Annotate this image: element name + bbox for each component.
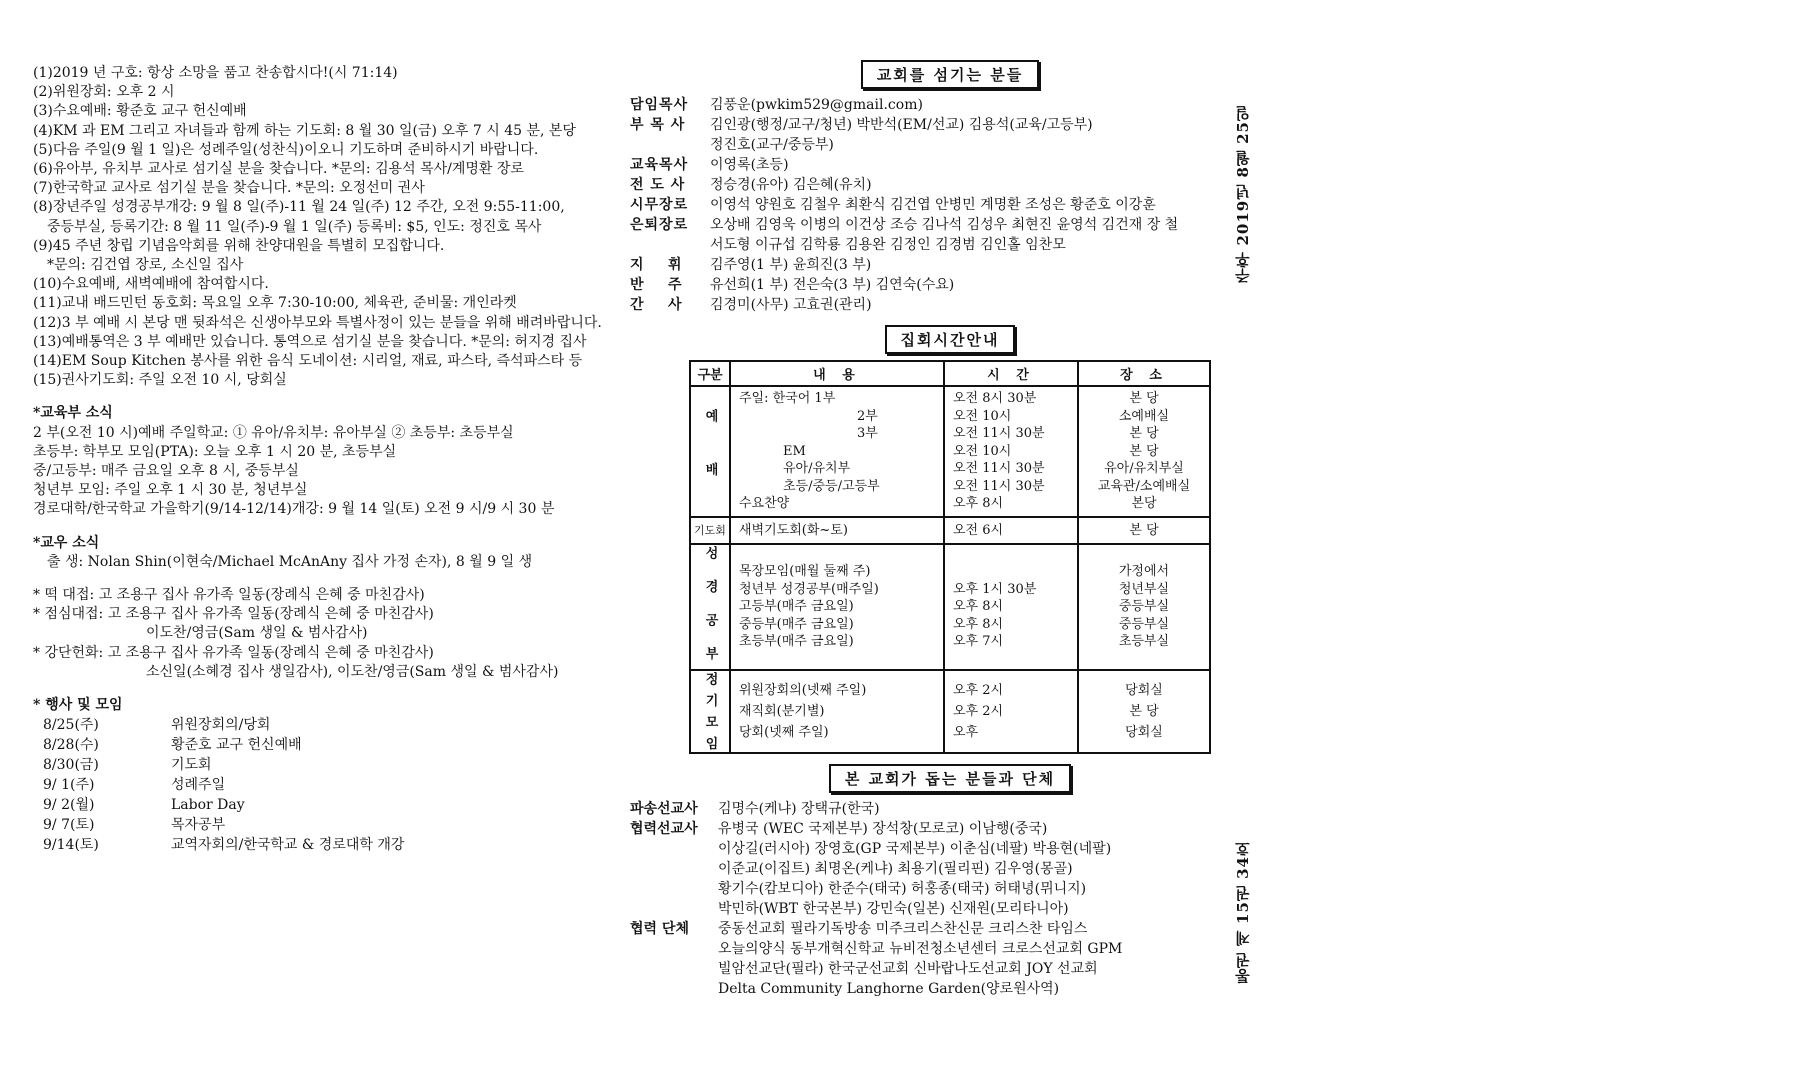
place-cell: [1078, 544, 1210, 670]
schedule-row-regular: [690, 670, 1210, 754]
col-header: 내 용: [730, 361, 944, 386]
mission-names: 박민하(WBT 한국본부) 강민숙(일본) 신재원(모리타니아): [718, 901, 1069, 918]
category-label: 정 기 모 임: [690, 670, 730, 754]
notice-item: (5)다음 주일(9 월 1 일)은 성례주일(성찬식)이오니 기도하며 준비하시기 바랍니다.: [33, 141, 539, 158]
time-line: 오후 7시: [953, 634, 1004, 650]
event-date: 9/ 2(월): [43, 797, 95, 814]
staff-row: [630, 255, 1270, 275]
time-cell: [944, 386, 1078, 517]
notice-item: (11)교내 배드민턴 동호회: 목요일 오후 7:30-10:00, 체육관, 준비물: 개인라켓: [33, 295, 517, 312]
time-line: 오후 8시: [953, 599, 1004, 615]
event-row: [33, 795, 633, 815]
staff-row: [630, 295, 1270, 315]
time-line: [953, 563, 1069, 581]
notice-item: (6)유아부, 유치부 교사로 섬기실 분을 찾습니다. *문의: 김용석 목사/계명환 장로: [33, 161, 524, 178]
staff-role: 전 도 사: [630, 177, 686, 193]
time-line: 오후 8시: [953, 616, 1004, 632]
place-line: 본 당: [1129, 391, 1159, 406]
event-date: 9/ 1(주): [43, 777, 95, 794]
content-line: 목장모임(매월 둘째 주): [739, 564, 871, 580]
event-desc: 위원장회의/당회: [171, 717, 271, 734]
place-line: 본 당: [1129, 443, 1159, 459]
mission-names: 김명수(케냐) 장택규(한국): [718, 801, 880, 818]
mission-row: [630, 919, 1270, 939]
place-line: 유아/유치부실: [1104, 461, 1184, 476]
staff-role: 부 목 사: [630, 117, 686, 133]
mission-names: 중동선교회 필라기독방송 미주크리스찬신문 크리스찬 타임스: [718, 921, 1088, 938]
staff-list: [630, 95, 1270, 315]
bulletin-volume: 통권 제 15권 34호: [1234, 840, 1252, 985]
place-line: 본 당: [1078, 517, 1210, 545]
offering-item: * 점심대접: 고 조용구 집사 유가족 일동(장례식 은혜 중 마친감사): [33, 606, 434, 623]
bulletin-date: 주후 2019년 8월 25일: [1234, 105, 1252, 284]
event-date: 8/30(금): [43, 757, 99, 774]
time-line: 오전 6시: [944, 517, 1078, 545]
time-line: 오전 11시 30분: [953, 426, 1045, 441]
event-date: 8/25(주): [43, 717, 99, 734]
time-line: 오전 8시 30분: [953, 391, 1037, 406]
place-line: 본당: [1131, 496, 1157, 511]
mission-role: 협력 단체: [630, 921, 689, 938]
content-line: 재직회(분기별): [739, 703, 825, 719]
staff-row: [630, 95, 1270, 115]
mission-names: 이상길(러시아) 장영호(GP 국제본부) 이춘심(네팔) 박용현(네팔): [718, 841, 1112, 858]
place-line: 본 당: [1129, 426, 1159, 441]
event-date: 9/ 7(토): [43, 817, 95, 834]
offerings-section: [33, 586, 633, 682]
event-desc: 황준호 교구 헌신예배: [171, 737, 302, 754]
notice-item: (12)3 부 예배 시 본당 맨 뒷좌석은 신생아부모와 특별사정이 있는 분들을 위해 배려바랍니다.: [33, 314, 602, 331]
offering-item: 소신일(소혜경 집사 생일감사), 이도찬/영금(Sam 생일 & 범사감사): [146, 663, 559, 680]
place-line: 중등부실: [1118, 616, 1170, 632]
staff-names: 유선희(1 부) 전은숙(3 부) 김연숙(수요): [710, 277, 955, 293]
content-line: 수요찬양: [739, 496, 790, 511]
col-header: 장 소: [1078, 361, 1210, 386]
event-row: [33, 775, 633, 795]
content-line: 중등부(매주 금요일): [739, 616, 854, 632]
notice-item: (8)장년주일 성경공부개강: 9 월 8 일(주)-11 월 24 일(주) 12 주간, 오전 9:55-11:00,: [33, 199, 565, 216]
staff-row: [630, 215, 1270, 235]
staff-role: 반 주: [630, 277, 683, 293]
place-line: 교육관/소예배실: [1097, 478, 1191, 494]
birth-notice: 출 생: Nolan Shin(이현숙/Michael McAnAny 집사 가정 손자), 8 월 9 일 생: [47, 553, 533, 570]
staff-names: 정승경(유아) 김은혜(유치): [710, 177, 872, 193]
staff-names: 이영록(초등): [710, 157, 789, 173]
time-line: 오전 11시 30분: [953, 478, 1045, 494]
place-line: 초등부실: [1118, 634, 1170, 650]
place-line: 청년부실: [1118, 581, 1170, 597]
content-line: 3부: [857, 426, 878, 441]
mission-names: 유병국 (WEC 국제본부) 장석창(모로코) 이남행(중국): [718, 821, 1048, 838]
mission-names: 이준교(이집트) 최명온(케냐) 최용기(필리핀) 김우영(몽골): [718, 861, 1073, 878]
staff-names: 김인광(행정/교구/청년) 박반석(EM/선교) 김용석(교육/고등부): [710, 117, 1093, 133]
mission-row: [630, 819, 1270, 839]
staff-role: 은퇴장로: [630, 217, 689, 233]
event-desc: 목자공부: [171, 817, 226, 834]
place-line: 가정에서: [1118, 564, 1170, 580]
content-line: 초등/중등/고등부: [783, 478, 880, 494]
staff-row: [630, 155, 1270, 175]
event-row: [33, 835, 633, 855]
staff-names: 김풍운(pwkim529@gmail.com): [710, 97, 923, 113]
staff-role: 담임목사: [630, 97, 689, 113]
event-date: 9/14(토): [43, 837, 99, 854]
notice-item: (9)45 주년 창립 기념음악회를 위해 찬양대원을 특별히 모집합니다.: [33, 237, 445, 254]
events-section: [33, 696, 633, 855]
col-header: 구분: [690, 361, 730, 386]
staff-role: 지 휘: [630, 257, 683, 273]
content-line: 위원장회의(넷째 주일): [739, 682, 867, 698]
schedule-row-dawn: [690, 517, 1210, 545]
place-line: 당회실: [1125, 682, 1163, 698]
event-row: [33, 715, 633, 735]
missions-title: 본 교회가 돕는 분들과 단체: [829, 764, 1071, 793]
content-line: 2부: [857, 408, 878, 424]
content-line: 당회(넷째 주일): [739, 724, 829, 740]
category-label: 성 경 공 부: [690, 544, 730, 670]
mission-names: 황기수(캄보디아) 한준수(태국) 허홍종(태국) 허태녕(뮈니지): [718, 881, 1087, 898]
mission-role: 협력선교사: [630, 821, 698, 838]
staff-names: 오상배 김영욱 이병의 이건상 조승 김나석 김성우 최현진 윤영석 김건재 장 철: [710, 217, 1179, 233]
place-cell: [1078, 670, 1210, 754]
left-column: [33, 64, 633, 855]
notice-item: (2)위원장회: 오후 2 시: [33, 84, 175, 101]
events-heading: * 행사 및 모임: [33, 697, 123, 714]
category-label: 기도회: [690, 517, 730, 545]
staff-names: 김경미(사무) 고효권(관리): [710, 297, 872, 313]
staff-role: 교육목사: [630, 157, 689, 173]
event-row: [33, 815, 633, 835]
notices-list: [33, 64, 633, 390]
time-cell: [944, 670, 1078, 754]
content-line: 유아/유치부: [783, 461, 851, 476]
content-cell: [730, 544, 944, 670]
schedule-header-row: [690, 361, 1210, 386]
place-line: 중등부실: [1118, 599, 1170, 615]
education-line: 중/고등부: 매주 금요일 오후 8 시, 중등부실: [33, 463, 299, 480]
staff-row: [630, 195, 1270, 215]
education-heading: *교육부 소식: [33, 405, 113, 422]
content-cell: [730, 670, 944, 754]
time-line: 오전 10시: [953, 408, 1012, 424]
staff-row: [630, 175, 1270, 195]
schedule-title: 집회시간안내: [885, 325, 1016, 354]
event-desc: Labor Day: [171, 797, 245, 814]
education-section: [33, 404, 633, 519]
content-line: 주일: 한국어 1부: [739, 391, 836, 406]
col-header: 시 간: [944, 361, 1078, 386]
staff-role: 시무장로: [630, 197, 689, 213]
schedule-table: [689, 360, 1211, 754]
notice-item: *문의: 김건엽 장로, 소신일 집사: [47, 257, 244, 274]
place-line: 당회실: [1125, 724, 1163, 740]
content-line: 고등부(매주 금요일): [739, 599, 854, 615]
staff-names: 정진호(교구/중등부): [710, 137, 834, 153]
notice-item: (14)EM Soup Kitchen 봉사를 위한 음식 도네이션: 시리얼, 재료, 파스타, 즉석파스타 등: [33, 353, 583, 370]
place-cell: [1078, 386, 1210, 517]
place-line: 본 당: [1129, 703, 1159, 719]
content-line: 청년부 성경공부(매주일): [739, 581, 879, 597]
time-line: 오후 8시: [953, 496, 1004, 511]
notice-item: (4)KM 과 EM 그리고 자녀들과 함께 하는 기도회: 8 월 30 일(금) 오후 7 시 45 분, 본당: [33, 122, 576, 139]
content-line: 초등부(매주 금요일): [739, 634, 854, 650]
education-line: 경로대학/한국학교 가을학기(9/14-12/14)개강: 9 월 14 일(토) 오전 9 시/9 시 30 분: [33, 501, 555, 518]
notice-item: 중등부실, 등록기간: 8 월 11 일(주)-9 월 1 일(주) 등록비: $5, 인도: 정진호 목사: [47, 218, 542, 235]
members-section: [33, 534, 633, 572]
education-line: 초등부: 학부모 모임(PTA): 오늘 오후 1 시 20 분, 초등부실: [33, 443, 397, 460]
notice-item: (15)권사기도회: 주일 오전 10 시, 당회실: [33, 372, 287, 389]
staff-role: 간 사: [630, 297, 683, 313]
time-line: 오후: [953, 724, 979, 740]
staff-names: 이영석 양원호 김철우 최환식 김건엽 안병민 계명환 조성은 황준호 이강훈: [710, 197, 1156, 213]
event-row: [33, 755, 633, 775]
time-line: 오후 2시: [953, 703, 1004, 719]
right-column: [630, 60, 1270, 999]
staff-title: 교회를 섬기는 분들: [861, 60, 1039, 89]
schedule-row-worship: [690, 386, 1210, 517]
notice-item: (1)2019 년 구호: 항상 소망을 품고 찬송합시다!(시 71:14): [33, 65, 398, 81]
notice-item: (10)수요예배, 새벽예배에 참여합시다.: [33, 276, 269, 293]
notice-item: (7)한국학교 교사로 섬기실 분을 찾습니다. *문의: 오정선미 권사: [33, 180, 425, 197]
content-cell: [730, 386, 944, 517]
mission-names: 오늘의양식 동부개혁신학교 뉴비전청소년센터 크로스선교회 GPM: [718, 941, 1123, 958]
mission-row: [630, 799, 1270, 819]
staff-names: 김주영(1 부) 윤희진(3 부): [710, 257, 872, 273]
time-cell: [944, 544, 1078, 670]
time-line: 오후 2시: [953, 682, 1004, 698]
offering-item: * 떡 대접: 고 조용구 집사 유가족 일동(장례식 은혜 중 마친감사): [33, 587, 425, 604]
mission-role: 파송선교사: [630, 801, 698, 818]
event-desc: 교역자회의/한국학교 & 경로대학 개강: [171, 837, 405, 854]
offering-item: * 강단헌화: 고 조용구 집사 유가족 일동(장례식 은혜 중 마친감사): [33, 644, 434, 661]
education-line: 2 부(오전 10 시)예배 주일학교: ① 유아/유치부: 유아부실 ② 초등부: 초등부실: [33, 424, 514, 441]
notice-item: (3)수요예배: 황준호 교구 헌신예배: [33, 103, 247, 120]
staff-names: 서도형 이규섭 김학룡 김용완 김정인 김경범 김인홀 임찬모: [710, 237, 1066, 253]
time-line: 오전 10시: [953, 443, 1012, 459]
place-line: 소예배실: [1118, 408, 1170, 424]
members-heading: *교우 소식: [33, 534, 100, 551]
offering-item: 이도찬/영금(Sam 생일 & 범사감사): [146, 625, 368, 642]
time-line: 오후 1시 30분: [953, 581, 1037, 597]
category-label: 예 배: [690, 386, 730, 517]
education-line: 청년부 모임: 주일 오후 1 시 30 분, 청년부실: [33, 482, 308, 499]
time-line: 오전 11시 30분: [953, 461, 1045, 476]
event-desc: 기도회: [171, 757, 212, 774]
event-row: [33, 735, 633, 755]
content-line: 새벽기도회(화~토): [730, 517, 944, 545]
schedule-row-bible: [690, 544, 1210, 670]
event-date: 8/28(수): [43, 737, 99, 754]
content-line: EM: [783, 443, 806, 459]
event-desc: 성례주일: [171, 777, 226, 794]
staff-row: [630, 115, 1270, 135]
notice-item: (13)예배통역은 3 부 예배만 있습니다. 통역으로 섬기실 분을 찾습니다. *문의: 허지경 집사: [33, 333, 587, 350]
mission-names: 빌암선교단(필라) 한국군선교회 신바랍나도선교회 JOY 선교회: [718, 961, 1098, 978]
missions-list: [630, 799, 1270, 999]
mission-names: Delta Community Langhorne Garden(양로원사역): [718, 981, 1060, 998]
staff-row: [630, 275, 1270, 295]
